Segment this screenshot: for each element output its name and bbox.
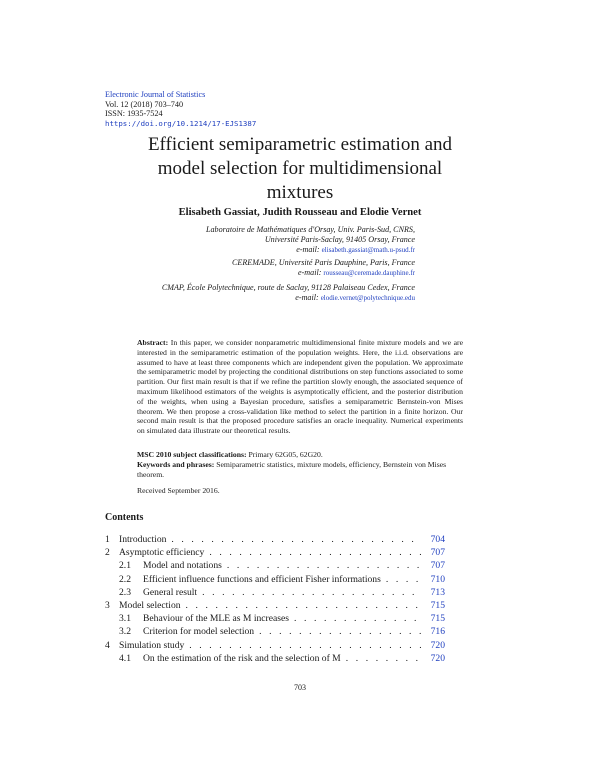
toc-entry[interactable]: [105, 559, 445, 572]
toc-entry[interactable]: [105, 639, 445, 652]
toc-page-link[interactable]: 704: [430, 534, 445, 545]
msc-text: Primary 62G05, 62G20.: [248, 450, 323, 459]
toc-title: Asymptotic efficiency . . .: [119, 546, 421, 559]
toc-entry[interactable]: [105, 533, 445, 546]
toc-page-link[interactable]: 720: [430, 639, 445, 651]
keywords-label: Keywords and phrases:: [137, 459, 215, 469]
toc-page-link[interactable]: 715: [430, 599, 445, 611]
email-label: e-mail:: [296, 245, 320, 255]
toc-entry[interactable]: [105, 652, 445, 665]
classification-block: [137, 450, 463, 479]
email-link[interactable]: elisabeth.gassiat@math.u-psud.fr: [321, 246, 415, 255]
toc-number: 2: [105, 547, 110, 559]
msc-label: MSC 2010 subject classifications:: [137, 450, 247, 459]
toc-entry[interactable]: [105, 573, 445, 586]
journal-header: [105, 90, 256, 128]
journal-volume: Vol. 12 (2018) 703–740: [105, 99, 184, 109]
email-link[interactable]: elodie.vernet@polytechnique.edu: [320, 294, 415, 303]
toc-number: 3.2: [119, 626, 131, 638]
toc-number: 3.1: [119, 613, 131, 625]
page-number: 703: [294, 683, 306, 692]
author-list: Elisabeth Gassiat, Judith Rousseau and Elodie Vernet: [178, 207, 422, 218]
table-of-contents: [105, 533, 445, 665]
received-date: Received September 2016.: [137, 486, 220, 495]
paper-title: [100, 133, 500, 205]
email-link[interactable]: rousseau@ceremade.dauphine.fr: [323, 269, 415, 278]
toc-page-link[interactable]: 716: [430, 626, 445, 638]
email-label: e-mail:: [295, 293, 319, 303]
affiliation-2: [100, 258, 415, 278]
toc-number: 1: [105, 534, 110, 545]
toc-title: Efficient influence functions and efficient Fisher informations . . .: [143, 573, 421, 586]
toc-entry[interactable]: [105, 546, 445, 559]
toc-page-link[interactable]: 710: [430, 573, 445, 585]
toc-number: 4: [105, 639, 110, 651]
toc-title: Behaviour of the MLE as M increases . . .: [143, 612, 421, 625]
toc-page-link[interactable]: 720: [430, 652, 445, 664]
toc-number: 4.1: [119, 652, 131, 664]
affiliation-line: CMAP, École Polytechnique, route de Saclay, 91128 Palaiseau Cedex, France: [161, 283, 415, 292]
toc-entry[interactable]: [105, 625, 445, 638]
toc-page-link[interactable]: 707: [430, 547, 445, 559]
toc-title: Simulation study . . .: [119, 639, 421, 652]
journal-name-link[interactable]: Electronic Journal of Statistics: [105, 90, 206, 99]
contents-heading: Contents: [105, 512, 144, 523]
title-line: model selection for multidimensional: [157, 158, 443, 179]
toc-title: Model and notations . . .: [143, 559, 421, 572]
toc-number: 2.2: [119, 573, 131, 585]
toc-number: 2.3: [119, 586, 131, 598]
journal-issn: ISSN: 1935-7524: [105, 109, 163, 119]
toc-title: Criterion for model selection . . .: [143, 625, 421, 638]
toc-title: Model selection . . .: [119, 599, 421, 612]
affiliation-line: CEREMADE, Université Paris Dauphine, Paris, France: [232, 258, 415, 267]
toc-page-link[interactable]: 713: [430, 586, 445, 598]
toc-title: General result . . .: [143, 586, 421, 599]
abstract-text: In this paper, we consider nonparametric multidimensional finite mixture models and we are interested in the semiparametric estimation of the population weights. Here, the i.i.d. observations are assumed to have at least three components which are independent given the population. We approximate the semiparametric model by projecting the conditional distributions on step functions associated to some partition. Our first main result is that if we refine the partition slowly enough, the associated sequence of maximum likelihood estimators of the weights is asymptotically efficient, and the posterior distribution of the weights, when using a Bayesian procedure, satisfies a semiparametric Bernstein-von Mises theorem. We then propose a cross-validation like method to select the partition in a finite horizon. Our second main result is that the proposed procedure satisfies an oracle inequality. Numerical experiments on simulated data illustrate our theoretical results.: [137, 338, 463, 436]
title-line: mixtures: [266, 182, 334, 203]
toc-entry[interactable]: [105, 586, 445, 599]
affiliation-line: Laboratoire de Mathématiques d'Orsay, Univ. Paris-Sud, CNRS,: [205, 225, 415, 234]
toc-title: Introduction . . .: [119, 533, 421, 546]
doi-link[interactable]: https://doi.org/10.1214/17-EJS1387: [105, 118, 257, 128]
affiliation-3: [100, 283, 415, 303]
keywords-text: Semiparametric statistics, mixture models, efficiency, Bernstein von Mises theorem.: [137, 459, 447, 479]
toc-number: 2.1: [119, 560, 131, 572]
email-label: e-mail:: [298, 268, 322, 278]
title-line: Efficient semiparametric estimation and: [147, 134, 453, 155]
toc-number: 3: [105, 599, 110, 611]
toc-entry[interactable]: [105, 612, 445, 625]
affiliation-1: [100, 225, 415, 256]
toc-page-link[interactable]: 715: [430, 613, 445, 625]
toc-page-link[interactable]: 707: [430, 560, 445, 572]
affiliation-line: Université Paris-Saclay, 91405 Orsay, France: [264, 235, 415, 245]
abstract-label: Abstract:: [137, 338, 169, 347]
toc-title: On the estimation of the risk and the selection of M . . .: [143, 652, 421, 665]
toc-entry[interactable]: [105, 599, 445, 612]
abstract: [137, 338, 463, 436]
